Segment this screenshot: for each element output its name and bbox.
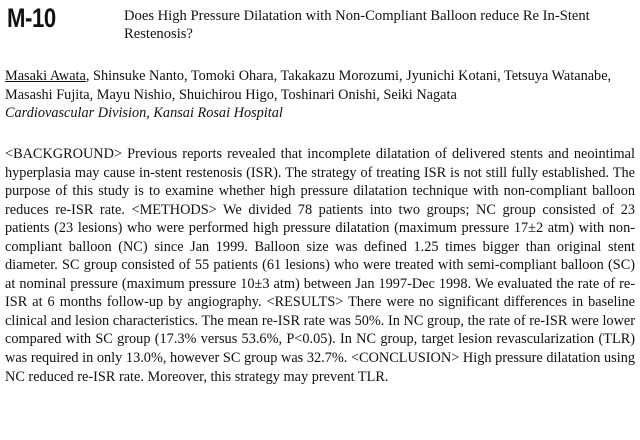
presenting-author: Masaki Awata xyxy=(5,68,86,84)
abstract-body: <BACKGROUND> Previous reports revealed that incomplete dilatation of delivered stents and neointimal hyperplasia may cause in-stent restenosis (ISR). The strategy of treating ISR is not still fully established. The purpose of this study is to examine whether high pressure dilatation technique with non-compliant balloon reduces re-ISR rate. <METHODS> We divided 78 patients into two groups; NC group consisted of 23 patients (23 lesions) who were performed high pressure dilatation (maximum pressure 17±2 atm) with non-compliant balloon (NC) since Jan 1999. Balloon size was defined 1.25 times bigger than original stent diameter. SC group consisted of 55 patients (61 lesions) who were treated with semi-compliant balloon (SC) at nominal pressure (maximum pressure 10±3 atm) between Jan 1997-Dec 1998. We evaluated the rate of re-ISR at 6 months follow-up by angiography. <RESULTS> There were no significant differences in baseline clinical and lesion characteristics. The mean re-ISR rate was 50%. In NC group, the rate of re-ISR were lower compared with SC group (17.3% versus 53.6%, P<0.05). In NC group, target lesion revascularization (TLR) was required in only 13.0%, however SC group was 32.7%. <CONCLUSION> High pressure dilatation using NC reduced re-ISR rate. Moreover, this strategy may prevent TLR. xyxy=(5,146,635,385)
abstract-code: M-10 xyxy=(7,3,56,33)
co-authors: , Shinsuke Nanto, Tomoki Ohara, Takakazu Morozumi, Jyunichi Kotani, Tetsuya Watanabe, Masashi Fujita, Mayu Nishio, Shuichirou Higo, Toshinari Onishi, Seiki Nagata xyxy=(5,68,612,103)
affiliation: Cardiovascular Division, Kansai Rosai Hospital xyxy=(5,105,283,121)
abstract-title: Does High Pressure Dilatation with Non-Compliant Balloon reduce Re In-Stent Restenosis? xyxy=(124,8,590,42)
author-block xyxy=(5,67,635,123)
